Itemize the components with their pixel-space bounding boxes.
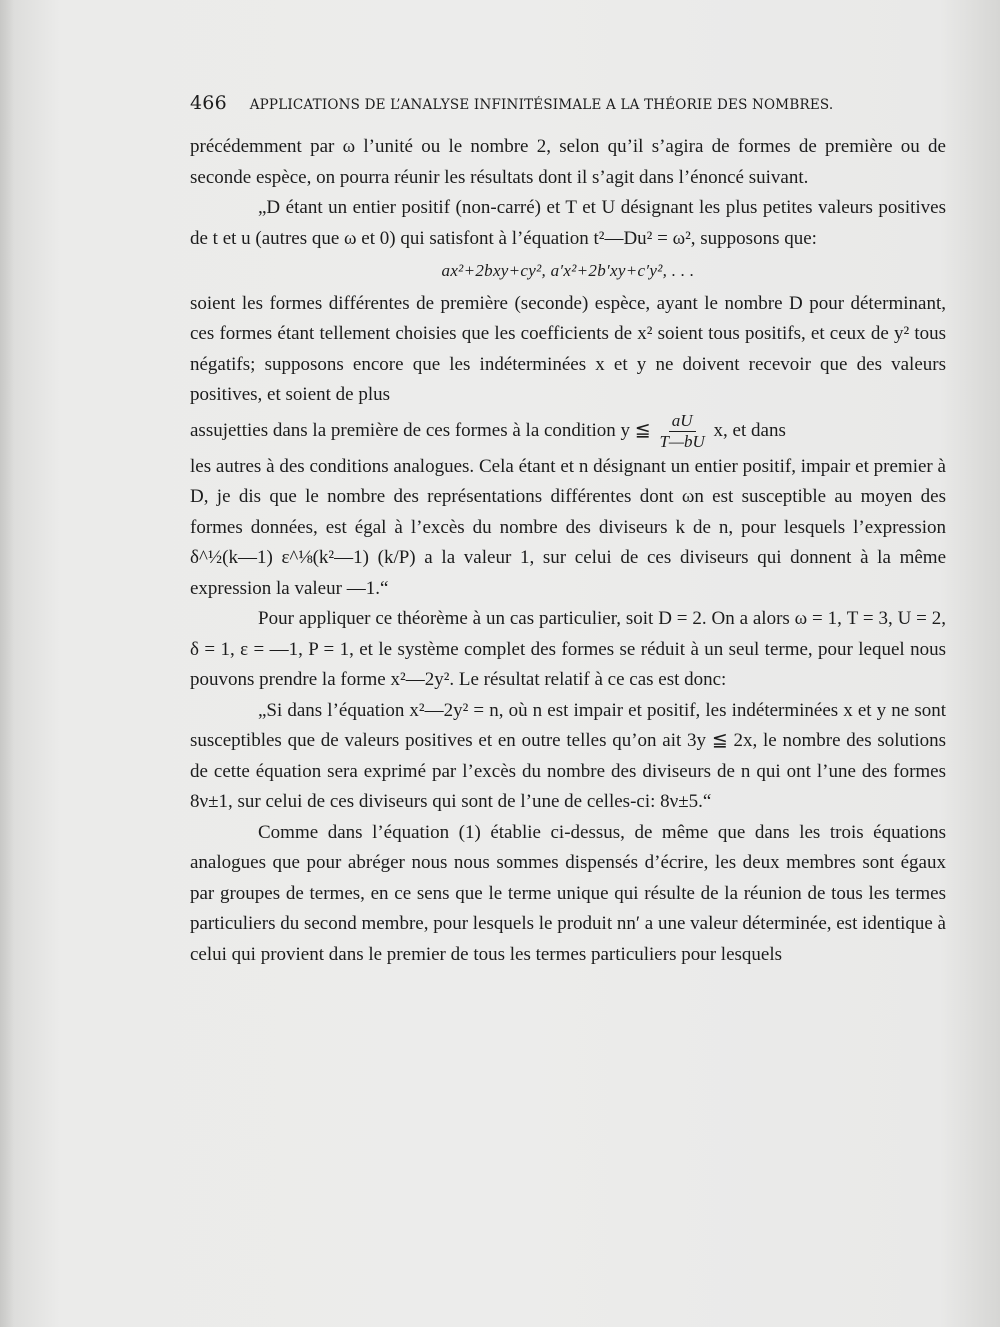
paragraph-1: précédemment par ω l’unité ou le nombre 2, selon qu’il s’agira de formes de première ou de seconde espèce, on pourra réunir les résultats dont il s’agit dans l’énoncé suivant. [190,136,946,188]
fraction-numerator: aU [669,411,696,432]
binding-shadow [0,0,14,1327]
condition-line [190,411,946,452]
paragraph-5: „Si dans l’équation x²—2y² = n, où n est impair et positif, les indéterminées x et y ne sont susceptibles que de valeurs positives et en outre telles qu’on ait 3y ≦ 2x, le nombre des solutions de cette équation sera exprimé par l’excès du nombre des diviseurs de n qui ont l’une des formes 8ν±1, sur celui de ces diviseurs qui sont de l’une de celles-ci: 8ν±5.“ [190,699,946,812]
condition-text-after: x, et dans [713,419,786,441]
paragraph-2: „D étant un entier positif (non-carré) et T et U désignant les plus petites valeurs positives de t et u (autres que ω et 0) qui satisfont à l’équation t²—Du² = ω², supposons que: [190,197,946,249]
main-text [190,132,946,970]
paragraph-3b: les autres à des conditions analogues. Cela étant et n désignant un entier positif, impair et premier à D, je dis que le nombre des représentations différentes dont ωn est susceptible au moyen des formes données, est égal à l’excès du nombre des diviseurs k de n, pour lesquels l’expression δ^½(k—1) ε^⅛(k²—1) (k/P) a la valeur 1, sur celui de ces diviseurs qui donnent à la même expression la valeur —1.“ [190,455,946,599]
running-title: APPLICATIONS DE L’ANALYSE INFINITÉSIMALE A LA THÉORIE DES NOMBRES. [249,97,834,113]
paragraph-3a: soient les formes différentes de première (seconde) espèce, ayant le nombre D pour déterminant, ces formes étant tellement choisies que les coefficients de x² soient tous positifs, et ceux de y² tous négatifs; supposons encore que les indéterminées x et y ne doivent recevoir que des valeurs positives, et soient de plus [190,292,946,405]
page-number: 466 [190,92,227,114]
paragraph-6: Comme dans l’équation (1) établie ci-dessus, de même que dans les trois équations analogues que pour abréger nous nous sommes dispensés d’écrire, les deux membres sont égaux par groupes de termes, en ce sens que le terme unique qui résulte de la réunion de tous les termes particuliers du second membre, pour lesquels le produit nn′ a une valeur déterminée, est identique à celui qui provient dans le premier de tous les termes particuliers pour lesquels [190,821,946,965]
condition-fraction [659,411,704,452]
running-header [190,92,910,114]
condition-text-before: assujetties dans la première de ces formes à la condition y ≦ [190,419,651,441]
equation-forms: ax²+2bxy+cy², a′x²+2b′xy+c′y², . . . [441,261,695,280]
fraction-denominator: T—bU [659,431,705,451]
paragraph-4: Pour appliquer ce théorème à un cas particulier, soit D = 2. On a alors ω = 1, T = 3, U = 2, δ = 1, ε = —1, P = 1, et le système complet des formes se réduit à un seul terme, pour lequel nous pouvons prendre la forme x²—2y². Le résultat relatif à ce cas est donc: [190,608,946,690]
